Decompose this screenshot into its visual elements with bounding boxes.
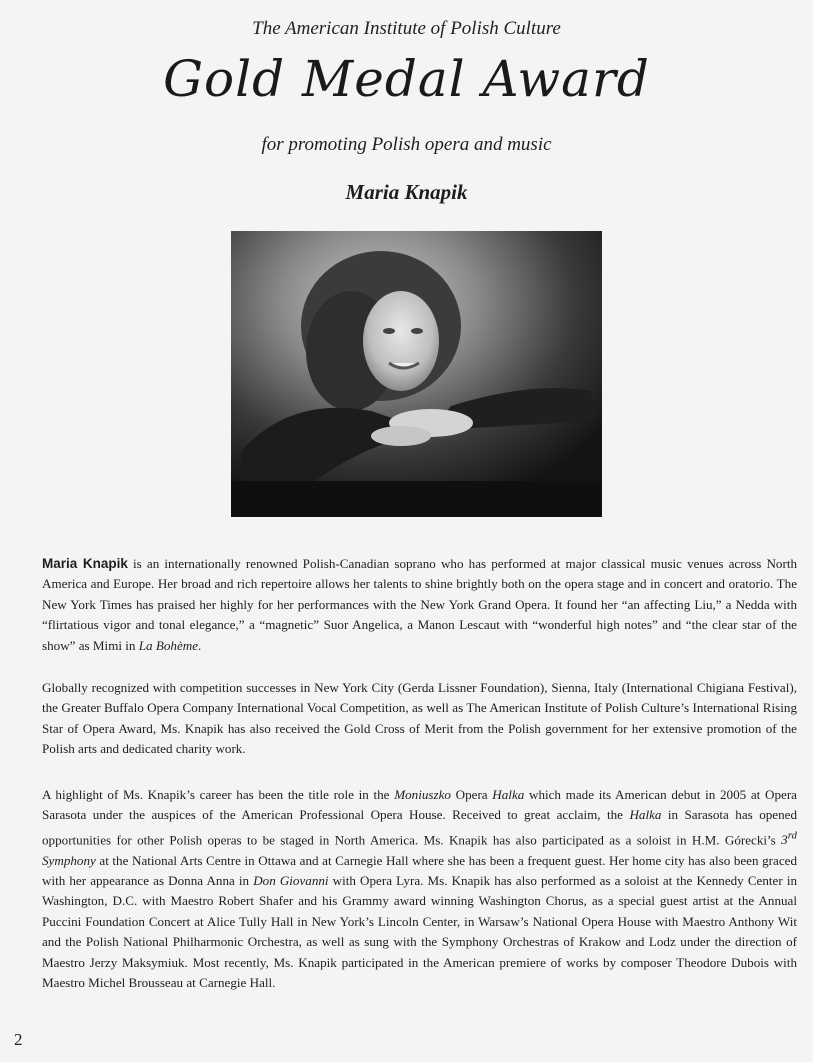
opera-title: La Bohème <box>138 637 199 653</box>
opera-title: Don Giovanni <box>253 872 329 888</box>
bio-lead-name: Maria Knapik <box>42 556 128 571</box>
bio-text: which made its American debut in 2005 at Opera Sarasota under the auspices of the American Professional Opera House. Received to great acclaim, the <box>42 787 797 823</box>
bio-paragraph-2 <box>42 678 797 760</box>
institute-heading: The American Institute of Polish Culture <box>252 18 561 39</box>
bio-text: is an internationally renowned Polish-Canadian soprano who has performed at major classical music venues across North America and Europe. Her broad and rich repertoire allows her talents to shine brightly both on the opera stage and in concert and oratorio. The New York Times has praised her highly for her performances with the New York Grand Opera. It found her “an affecting Liu,” a Nedda with “flirtatious vigor and tonal elegance,” a “magnetic” Suor Angelica, a Manon Lescaut with “wonderful high notes” and “the clear star of the show” as Mimi in <box>42 556 798 653</box>
award-subtitle: for promoting Polish opera and music <box>261 134 552 155</box>
opera-title: Symphony <box>42 852 96 868</box>
ordinal-suffix: rd <box>787 829 797 842</box>
bio-text: . <box>198 637 202 653</box>
page-number: 2 <box>14 1030 23 1049</box>
opera-title: Halka <box>492 787 525 802</box>
bio-paragraph-3 <box>42 785 797 993</box>
opera-title: Moniuszko <box>394 787 451 802</box>
bio-text: A highlight of Ms. Knapik’s career has been the title role in the <box>42 787 395 802</box>
bio-text: at the National Arts Centre in Ottawa and at Carnegie Hall where she has been a frequent guest. Her home city has also been graced with her appearance as Donna Anna in <box>42 852 797 888</box>
portrait-photo <box>231 231 602 517</box>
bio-text: Globally recognized with competition successes in New York City (Gerda Lissner Foundation), Sienna, Italy (International Chigiana Festival), the Greater Buffalo Opera Company International Vocal Competition, as well as The American Institute of Polish Culture’s International Rising Star of Opera Award, Ms. Knapik has also received the Gold Cross of Merit from the Polish government for her extensive promotion of the Polish arts and dedicated charity work. <box>42 680 797 757</box>
award-title: Gold Medal Award <box>163 50 650 108</box>
bio-text: Opera <box>450 787 493 802</box>
bio-text: in Sarasota has opened opportunities for other Polish operas to be staged in North America. Ms. Knapik has also participated as a soloist in H.M. Górecki’s <box>42 807 798 848</box>
portrait-illustration <box>231 231 602 517</box>
opera-title: Halka <box>629 807 662 823</box>
bio-text: with Opera Lyra. Ms. Knapik has also performed as a soloist at the Kennedy Center in Washington, D.C. with Maestro Robert Shafer and his Grammy award winning Washington Chorus, as a special guest artist at the Annual Puccini Foundation Concert at Alice Tully Hall in New York’s Lincoln Center, in Warsaw’s National Opera House with Maestro Anthony Wit and the Polish National Philharmonic Orchestra, as well as sung with the Symphony Orchestras of Krakow and Lodz under the direction of Maestro Jerzy Maksymiuk. Most recently, Ms. Knapik participated in the American premiere of works by composer Theodore Dubois with Maestro Michel Brousseau at Carnegie Hall. <box>42 872 798 991</box>
opera-title: 3 <box>781 832 788 848</box>
bio-paragraph-1 <box>42 554 797 656</box>
honoree-name: Maria Knapik <box>345 180 468 204</box>
